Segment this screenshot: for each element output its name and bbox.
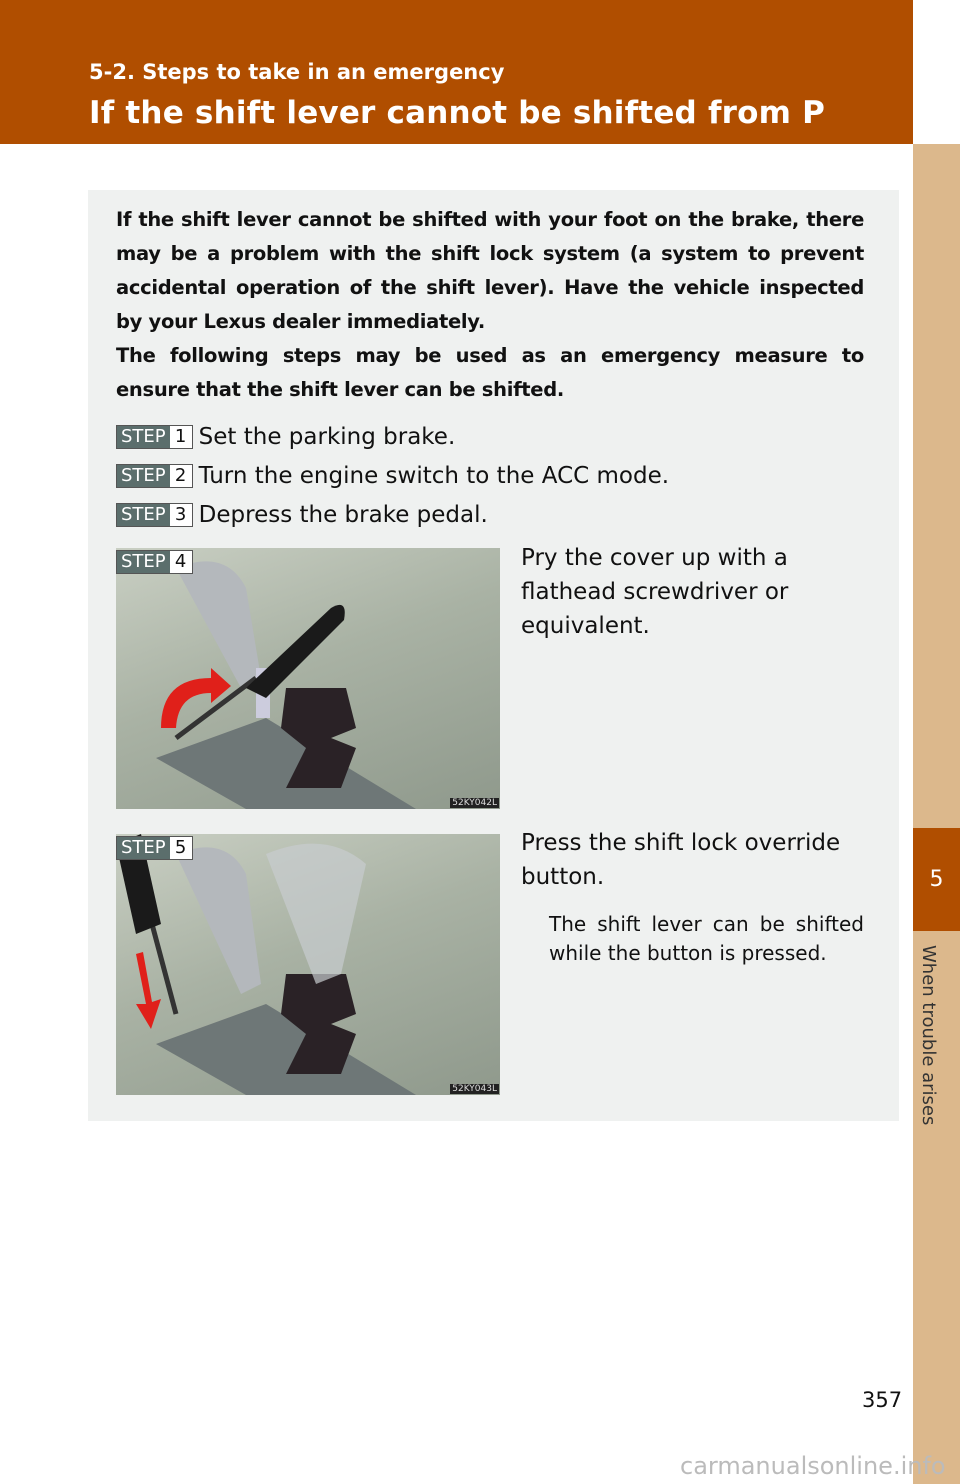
step-2 (116, 463, 669, 489)
image-code: 52KY042L (452, 798, 497, 808)
rotate-arrow-icon (161, 668, 231, 728)
watermark: carmanualsonline.info (680, 1452, 946, 1480)
intro-paragraph: If the shift lever cannot be shifted with your foot on the brake, there may be a problem with the shift lock system (a system to prevent accidental operation of the shift lever). Have the vehicle inspected by your Lexus dealer immediately. (116, 208, 864, 333)
shift-lever-illustration (116, 834, 500, 1095)
step-text: Depress the brake pedal. (198, 502, 488, 528)
image-code: 52KY043L (452, 1084, 497, 1094)
shift-lever-illustration (116, 548, 500, 809)
step-text: Set the parking brake. (198, 424, 456, 450)
step-5-illustration (116, 834, 500, 1095)
step-badge: STEP 4 (116, 550, 193, 574)
step-badge: STEP 5 (116, 836, 193, 860)
page-number: 357 (862, 1388, 903, 1412)
step-4-illustration (116, 548, 500, 809)
step-5-note: The shift lever can be shifted while the button is pressed. (549, 912, 864, 965)
press-arrow-icon (136, 952, 161, 1029)
step-5-text: Press the shift lock override button. (521, 830, 841, 890)
section-title: 5-2. Steps to take in an emergency (89, 60, 505, 84)
step-badge: STEP 2 (116, 464, 193, 488)
page-title: If the shift lever cannot be shifted from P (89, 95, 826, 131)
step-1 (116, 424, 455, 450)
step-badge: STEP 1 (116, 425, 193, 449)
step-3 (116, 502, 488, 528)
chapter-sidebar (913, 144, 960, 1484)
chapter-tab[interactable]: 5 (913, 828, 960, 931)
intro-paragraph: The following steps may be used as an emergency measure to ensure that the shift lever can be shifted. (116, 344, 864, 401)
intro-text (116, 203, 864, 407)
step-text: Turn the engine switch to the ACC mode. (198, 463, 670, 489)
sidebar-top (913, 0, 960, 144)
step-4-text: Pry the cover up with a flathead screwdriver or equivalent. (521, 545, 789, 639)
page-header (0, 0, 913, 144)
step-badge: STEP 3 (116, 503, 193, 527)
chapter-label: When trouble arises (918, 945, 939, 1126)
